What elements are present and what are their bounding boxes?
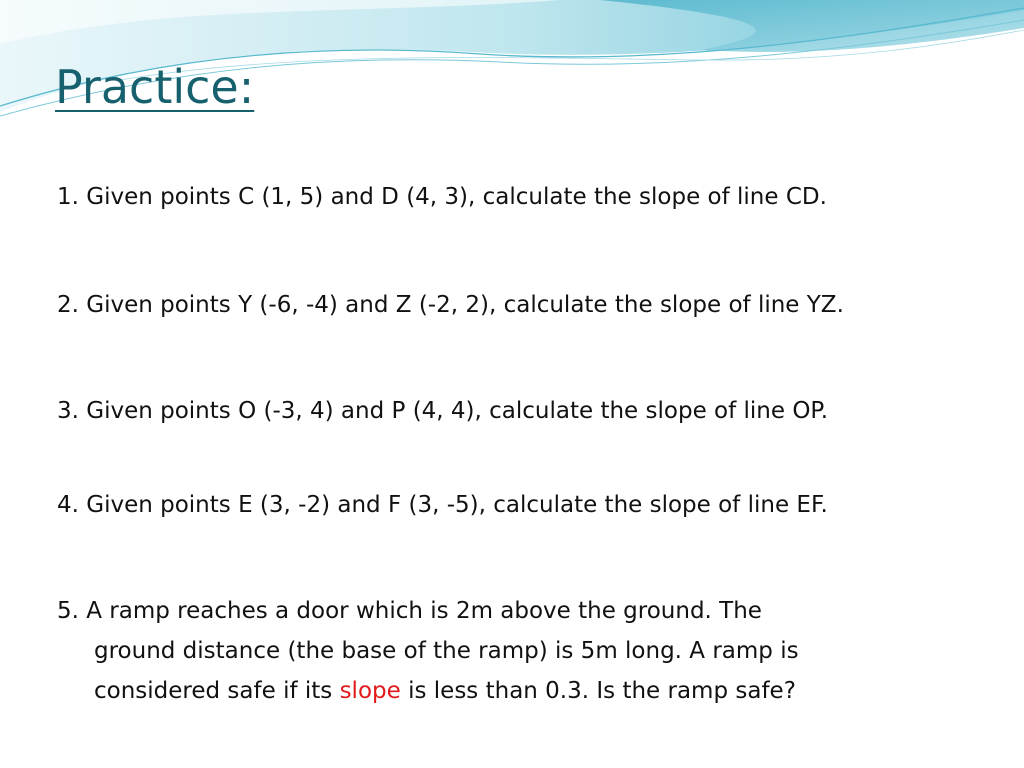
slope-highlight: slope: [339, 678, 401, 704]
question-5-text-before: considered safe if its: [94, 678, 340, 704]
question-5-text-after: is less than 0.3. Is the ramp safe?: [400, 678, 796, 704]
question-5: [57, 591, 799, 711]
question-2: 2. Given points Y (-6, -4) and Z (-2, 2), calculate the slope of line YZ.: [57, 292, 844, 318]
question-5-line-2: ground distance (the base of the ramp) is 5m long. A ramp is: [94, 638, 799, 664]
question-1: 1. Given points C (1, 5) and D (4, 3), calculate the slope of line CD.: [57, 184, 827, 210]
page-title: Practice:: [55, 60, 255, 114]
question-3: 3. Given points O (-3, 4) and P (4, 4), calculate the slope of line OP.: [57, 398, 829, 424]
question-5-line-3: [57, 671, 799, 711]
question-4: 4. Given points E (3, -2) and F (3, -5), calculate the slope of line EF.: [57, 492, 828, 518]
question-5-line-1: 5. A ramp reaches a door which is 2m above the ground. The: [57, 598, 762, 624]
